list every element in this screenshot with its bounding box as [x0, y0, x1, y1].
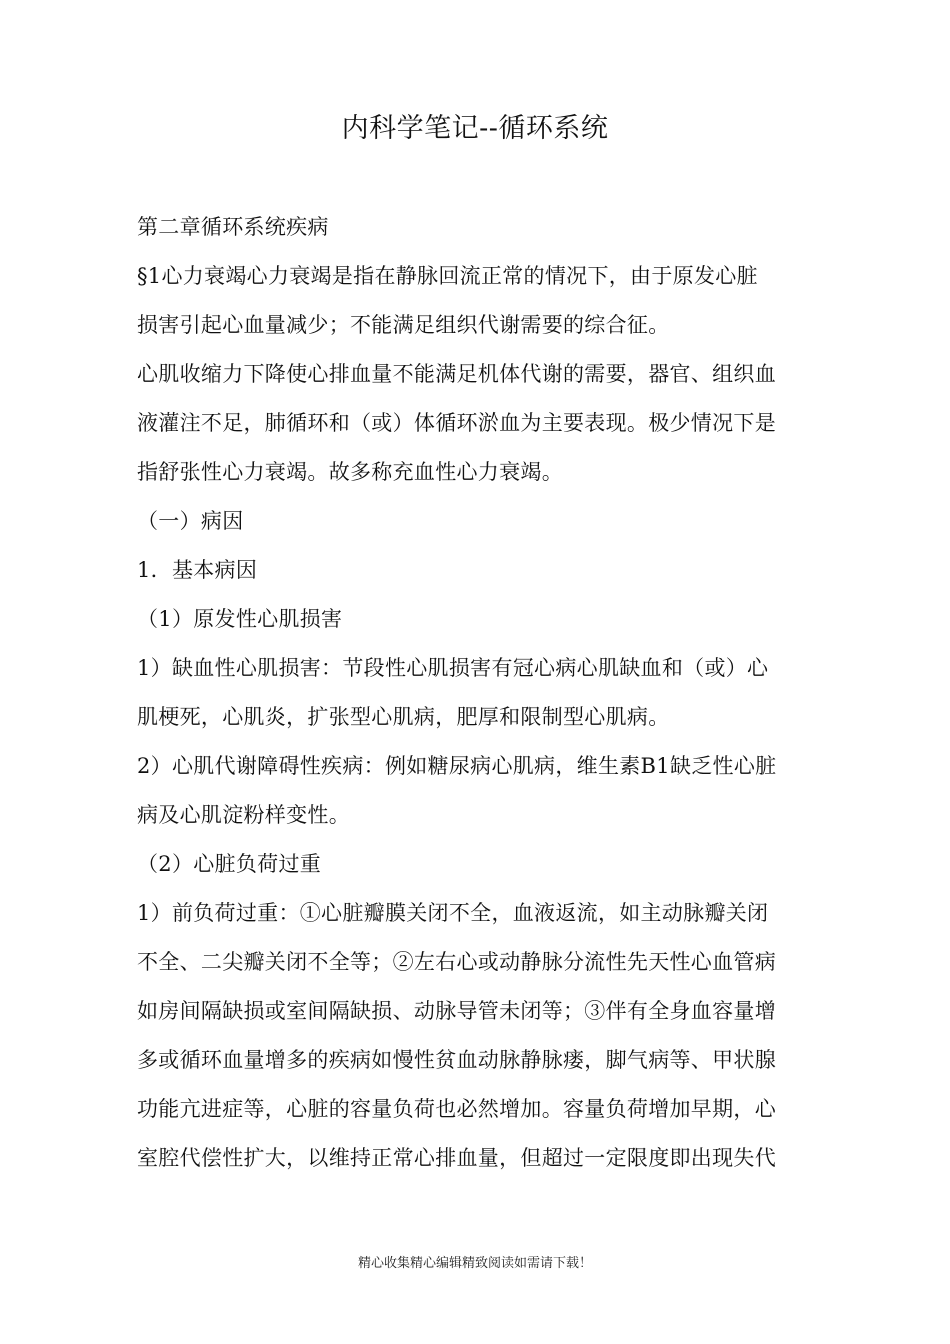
paragraph-line: 1）缺血性心肌损害：节段性心肌损害有冠心病心肌缺血和（或）心 [137, 656, 769, 680]
paragraph-line: 指舒张性心力衰竭。故多称充血性心力衰竭。 [137, 460, 563, 484]
section-heading: 1．基本病因 [137, 558, 258, 582]
paragraph-line: 心肌收缩力下降使心排血量不能满足机体代谢的需要，器官、组织血 [137, 362, 776, 386]
page-footer: 精心收集精心编辑精致阅读如需请下载！ [357, 1256, 592, 1271]
paragraph-line: 液灌注不足，肺循环和（或）体循环淤血为主要表现。极少情况下是 [137, 411, 776, 435]
paragraph-line: 1）前负荷过重：①心脏瓣膜关闭不全，血液返流，如主动脉瓣关闭 [137, 901, 769, 925]
paragraph-line: 损害引起心血量减少；不能满足组织代谢需要的综合征。 [137, 313, 670, 337]
paragraph-line: 不全、二尖瓣关闭不全等；②左右心或动静脉分流性先天性心血管病 [137, 950, 776, 974]
section-heading: （2）心脏负荷过重 [137, 852, 322, 876]
chapter-heading: 第二章循环系统疾病 [137, 215, 329, 239]
document-body [137, 203, 817, 1183]
paragraph-line: 多或循环血量增多的疾病如慢性贫血动脉静脉瘘，脚气病等、甲状腺 [137, 1048, 776, 1072]
paragraph-line: 室腔代偿性扩大，以维持正常心排血量，但超过一定限度即出现失代 [137, 1146, 776, 1170]
section-heading: （1）原发性心肌损害 [137, 607, 343, 631]
paragraph-line: 功能亢进症等，心脏的容量负荷也必然增加。容量负荷增加早期，心 [137, 1097, 776, 1121]
section-heading: （一）病因 [137, 509, 244, 533]
paragraph-line: 病及心肌淀粉样变性。 [137, 803, 350, 827]
paragraph-line: 如房间隔缺损或室间隔缺损、动脉导管未闭等；③伴有全身血容量增 [137, 999, 776, 1023]
paragraph-line: 2）心肌代谢障碍性疾病：例如糖尿病心肌病，维生素B1缺乏性心脏 [137, 754, 777, 778]
paragraph-line: §1心力衰竭心力衰竭是指在静脉回流正常的情况下，由于原发心脏 [137, 264, 758, 288]
page-title: 内科学笔记--循环系统 [341, 113, 609, 144]
paragraph-line: 肌梗死，心肌炎，扩张型心肌病，肥厚和限制型心肌病。 [137, 705, 670, 729]
